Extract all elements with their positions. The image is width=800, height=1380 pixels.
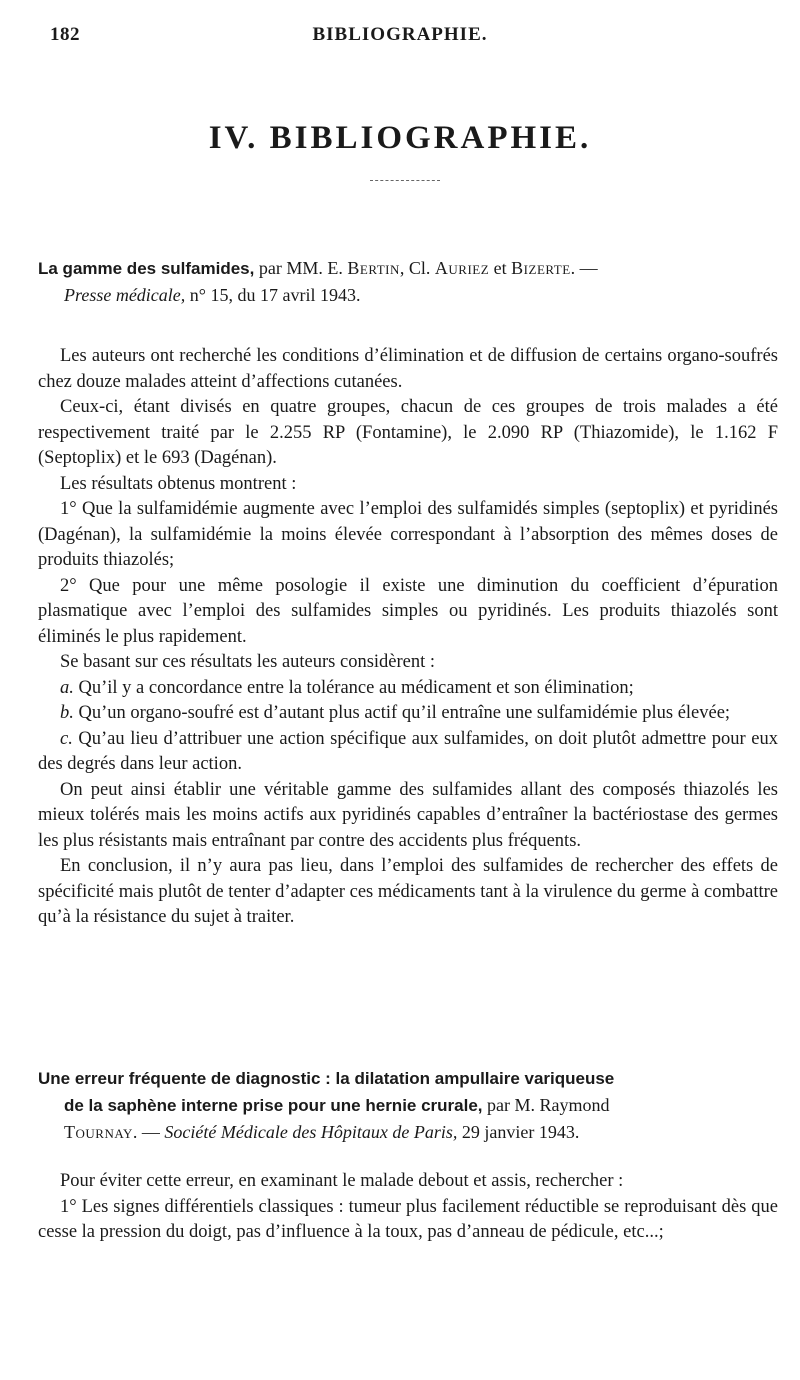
entry-2-dash: . — [132, 1122, 160, 1142]
bibliography-entry-1 [38, 255, 778, 931]
paragraph: 1° Que la sulfamidémie augmente avec l’emploi des sulfamidés simples (septoplix) et pyridinés (Dagénan), la sulfamidémie la moins élevée correspondant à l’absorption des mêmes doses de produits thiazolés; [38, 499, 778, 570]
list-item [38, 727, 778, 778]
entry-1-author-2: Auriez [434, 258, 490, 278]
running-title: BIBLIOGRAPHIE. [312, 24, 488, 45]
entry-1-separator-1: , Cl. [399, 258, 431, 278]
list-item-letter: b. [60, 703, 74, 723]
paragraph: 2° Que pour une même posologie il existe une diminution du coefficient d’épuration plasmatique avec l’emploi des sulfamides simples ou pyridinés. Les produits thiazolés sont éliminés le plus rapidement. [38, 575, 778, 647]
entry-2-heading [38, 1065, 778, 1145]
entry-1-by: par [258, 258, 282, 278]
list-item-text: Qu’un organo-soufré est d’autant plus actif qu’il entraîne une sulfamidémie plus élevée; [73, 703, 731, 723]
paragraph: On peut ainsi établir une véritable gamme des sulfamides allant des composés thiazolés les mieux tolérés mais les moins actifs aux pyridinés capables d’entraîner la bactériostase des germes les plus résistants mais entraînant par contre des accidents plus fréquents. [38, 779, 778, 851]
entry-2-author: Tournay [64, 1122, 133, 1142]
entry-2-title-line-1: Une erreur fréquente de diagnostic : la dilatation ampullaire variqueuse [38, 1069, 615, 1088]
entry-1-author-3: Bizerte [511, 258, 571, 278]
entry-2-by: par M. Raymond [482, 1095, 610, 1115]
list-item-text: Qu’au lieu d’attribuer une action spécifique aux sulfamides, on doit plutôt admettre pour eux des degrés dans leur action. [38, 728, 778, 774]
entry-1-separator-2: et [489, 258, 507, 278]
entry-1-authors-prefix: MM. E. [286, 258, 343, 278]
entry-1-source-details: n° 15, du 17 avril 1943. [185, 285, 361, 305]
paragraph: Les résultats obtenus montrent : [60, 473, 297, 494]
list-item [38, 701, 778, 727]
list-item-letter: c. [60, 728, 73, 749]
bibliography-entry-2 [38, 1065, 778, 1246]
paragraph: En conclusion, il n’y aura pas lieu, dans l’emploi des sulfamides de rechercher des effets de spécificité mais plutôt de tenter d’adapter ces médicaments tant à la virulence du germe à combattre qu’à la résistance du sujet à traiter. [38, 856, 778, 927]
entry-1-heading [38, 255, 778, 308]
entry-1-dash: . — [570, 258, 598, 278]
entry-1-body [38, 344, 778, 931]
paragraph: Se basant sur ces résultats les auteurs considèrent : [60, 652, 436, 672]
entry-2-source-details: 29 janvier 1943. [457, 1122, 580, 1142]
list-item-letter: a. [60, 677, 74, 698]
entry-2-title-line-2: de la saphène interne prise pour une hernie crurale, [64, 1096, 483, 1115]
paragraph: Pour éviter cette erreur, en examinant le malade debout et assis, rechercher : [60, 1171, 624, 1191]
running-head [40, 24, 760, 52]
list-item [38, 676, 778, 702]
paragraph: Ceux-ci, étant divisés en quatre groupes, chacun de ces groupes de trois malades a été respectivement traité par le 2.255 RP (Fontamine), le 2.090 RP (Thiazomide), le 1.162 F (Septoplix) et le 693 (Dagénan). [38, 397, 778, 468]
list-item-text: Qu’il y a concordance entre la tolérance au médicament et son élimination; [73, 677, 634, 698]
entry-1-author-1: Bertin [347, 258, 400, 278]
entry-1-title: La gamme des sulfamides, [38, 259, 255, 278]
entry-2-source: Société Médicale des Hôpitaux de Paris, [164, 1122, 458, 1142]
entry-2-body [38, 1169, 778, 1246]
entry-1-source: Presse médicale, [64, 285, 186, 305]
title-ornament [370, 180, 440, 181]
paragraph: 1° Les signes différentiels classiques : tumeur plus facilement réductible se reproduisant dès que cesse la pression du doigt, pas d’influence à la toux, pas d’anneau de pédicule, etc...; [38, 1196, 778, 1242]
page-number: 182 [50, 24, 80, 45]
paragraph: Les auteurs ont recherché les conditions d’élimination et de diffusion de certains organo-soufrés chez douze malades atteint d’affections cutanées. [38, 346, 778, 392]
section-title: IV. BIBLIOGRAPHIE. [208, 120, 592, 156]
